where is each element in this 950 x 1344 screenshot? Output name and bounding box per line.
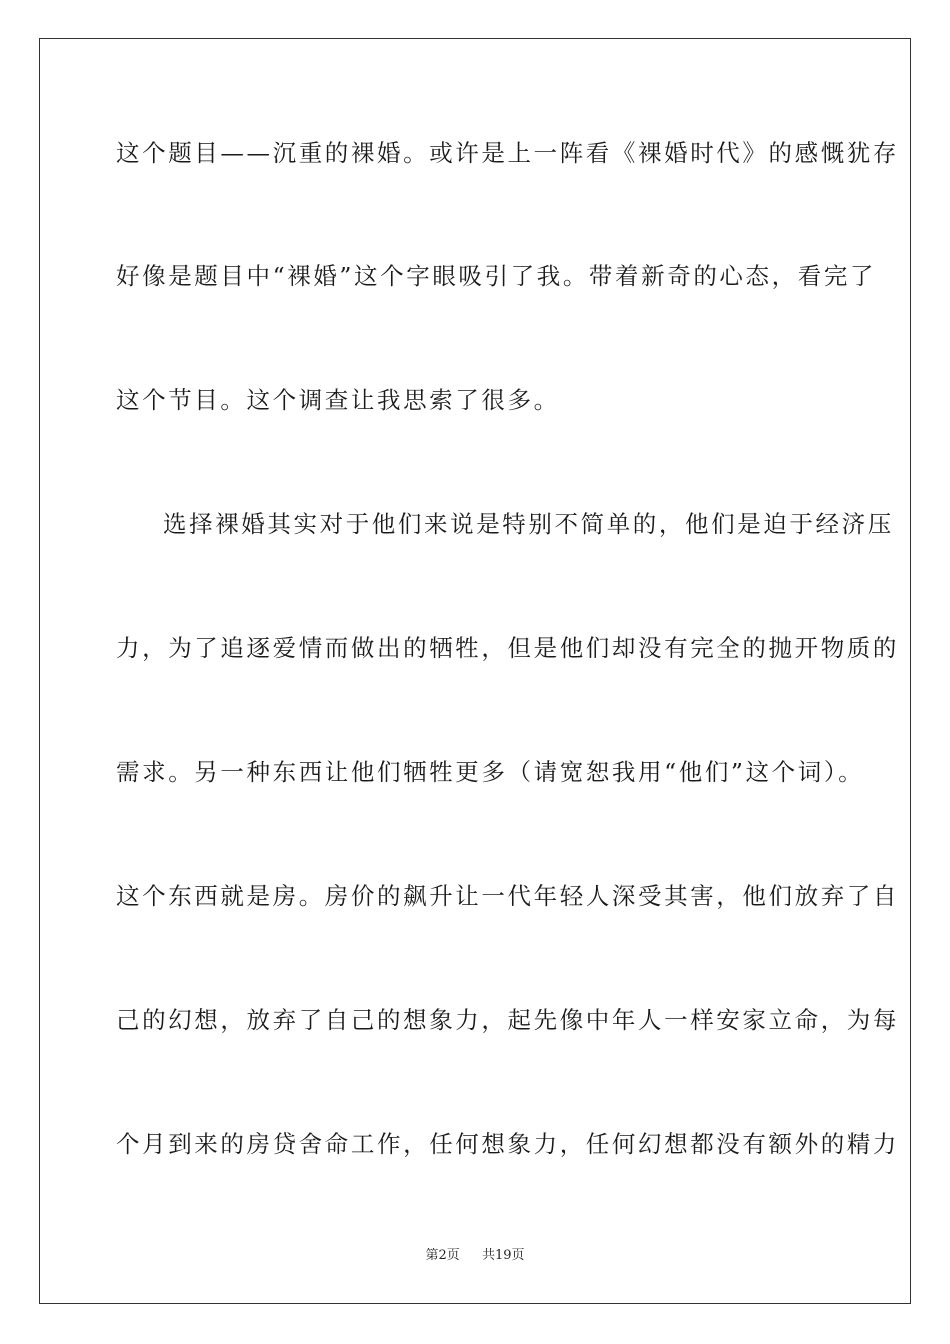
page-total: 共19页 — [482, 1248, 525, 1263]
text-line: 个月到来的房贷舍命工作，任何想象力，任何幻想都没有额外的精力 — [116, 1130, 899, 1158]
text-line: 力，为了追逐爱情而做出的牺牲，但是他们却没有完全的抛开物质的 — [116, 634, 899, 662]
text-line: 需求。另一种东西让他们牺牲更多（请宽恕我用“他们”这个词）。 — [116, 758, 865, 786]
text-line: 这个东西就是房。房价的飙升让一代年轻人深受其害，他们放弃了自 — [116, 882, 899, 910]
text-line: 选择裸婚其实对于他们来说是特别不简单的，他们是迫于经济压 — [163, 510, 894, 538]
page-footer — [0, 1248, 950, 1264]
text-line: 这个节目。这个调查让我思索了很多。 — [116, 386, 560, 414]
page-number: 第2页 — [425, 1248, 460, 1263]
text-line: 己的幻想，放弃了自己的想象力，起先像中年人一样安家立命，为每 — [116, 1006, 899, 1034]
text-line: 好像是题目中“裸婚”这个字眼吸引了我。带着新奇的心态，看完了 — [116, 262, 877, 290]
text-line: 这个题目——沉重的裸婚。或许是上一阵看《裸婚时代》的感慨犹存 — [116, 139, 899, 167]
page-border — [39, 38, 911, 1304]
